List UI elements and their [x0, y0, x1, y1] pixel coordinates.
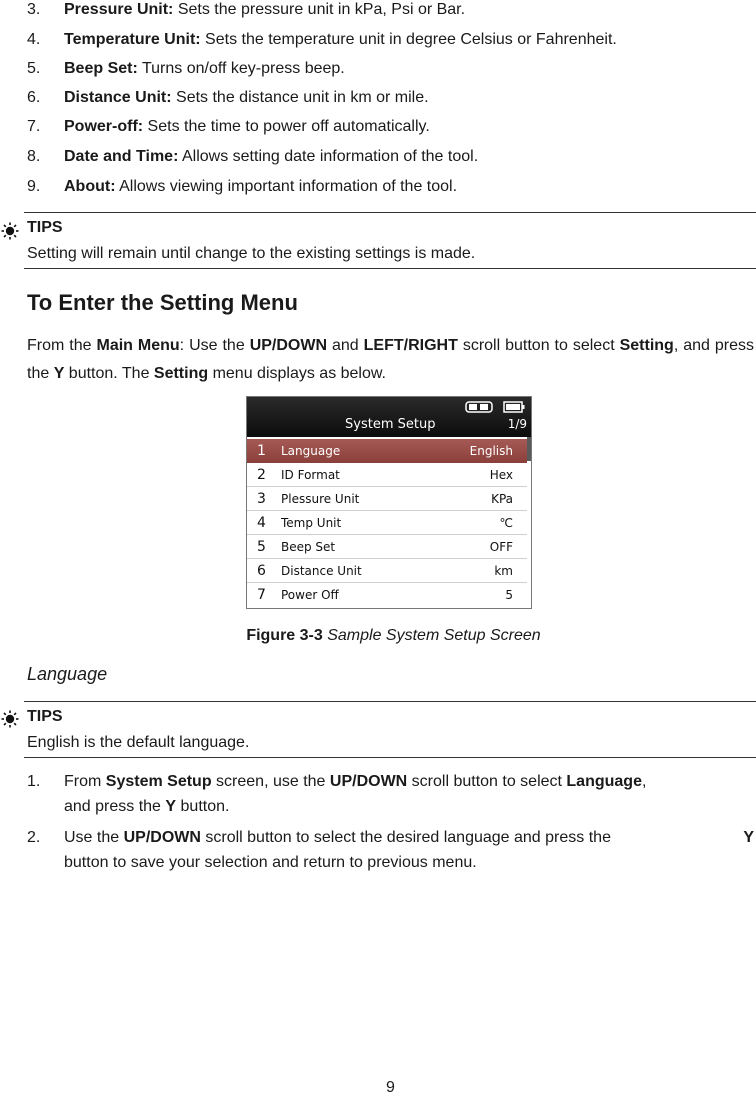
intro-paragraph: From the Main Menu: Use the UP/DOWN and LEFT/RIGHT scroll button to select Setting, and press the Y button. The Setting menu displays as below.: [27, 337, 755, 382]
row-number: 2: [257, 467, 266, 483]
system-setup-screen: [246, 396, 532, 609]
step-text: From System Setup screen, use the UP/DOWN scroll button to select Language,: [64, 773, 647, 790]
lightbulb-icon: [1, 710, 19, 728]
row-label: Power Off: [281, 588, 339, 602]
row-label: Distance Unit: [281, 564, 362, 578]
setup-row-id-format[interactable]: [247, 463, 527, 487]
lightbulb-icon: [1, 222, 19, 240]
step-number: 1.: [27, 773, 41, 790]
list-desc: Sets the pressure unit in kPa, Psi or Bar.: [173, 1, 466, 18]
tips-heading: TIPS: [27, 219, 63, 236]
tips-heading: TIPS: [27, 708, 63, 725]
caption-label: Figure 3-3: [246, 627, 323, 644]
row-number: 7: [257, 587, 266, 603]
list-item: [64, 177, 457, 197]
figure-caption: [0, 627, 756, 645]
tips-box: [24, 701, 756, 758]
row-value: Hex: [489, 468, 513, 482]
list-term: Distance Unit:: [64, 89, 172, 106]
step-number: 2.: [27, 829, 41, 846]
list-desc: Sets the temperature unit in degree Celsius or Fahrenheit.: [200, 31, 617, 48]
row-value: English: [469, 444, 513, 458]
battery-icon: [503, 401, 525, 413]
screen-title: System Setup: [345, 417, 436, 432]
setup-row-pressure-unit[interactable]: [247, 487, 527, 511]
row-value: KPa: [491, 492, 513, 506]
list-item: [64, 88, 429, 108]
list-number: 3.: [27, 1, 41, 18]
list-item: [64, 59, 345, 79]
tips-body: English is the default language.: [27, 734, 250, 751]
setup-row-power-off[interactable]: [247, 583, 527, 607]
page-number: 9: [386, 1079, 395, 1096]
list-item: [64, 147, 478, 167]
screen-header: [247, 397, 531, 437]
row-number: 4: [257, 515, 266, 531]
row-value: km: [494, 564, 513, 578]
list-item: [64, 30, 617, 50]
row-value: OFF: [489, 540, 513, 554]
list-term: Beep Set:: [64, 60, 138, 77]
row-number: 3: [257, 491, 266, 507]
list-term: Temperature Unit:: [64, 31, 201, 48]
list-number: 4.: [27, 31, 41, 48]
row-label: Beep Set: [281, 540, 336, 554]
list-desc: Sets the distance unit in km or mile.: [171, 89, 429, 106]
setup-row-distance-unit[interactable]: [247, 559, 527, 583]
row-value: ℃: [499, 516, 513, 530]
list-desc: Sets the time to power off automatically.: [143, 118, 430, 135]
row-number: 1: [257, 443, 266, 459]
list-number: 5.: [27, 60, 41, 77]
tips-body: Setting will remain until change to the existing settings is made.: [27, 245, 476, 262]
list-desc: Turns on/off key-press beep.: [137, 60, 345, 77]
step-text-continued: and press the Y button.: [64, 798, 230, 815]
row-label: Language: [281, 444, 341, 458]
list-term: Power-off:: [64, 118, 144, 135]
list-number: 6.: [27, 89, 41, 106]
list-term: Date and Time:: [64, 148, 179, 165]
tips-box: [24, 212, 756, 269]
vehicle-icon: [465, 401, 495, 413]
row-label: Temp Unit: [281, 516, 342, 530]
subsection-title: Language: [27, 664, 108, 684]
screen-scrollbar[interactable]: [527, 437, 531, 461]
list-item: [64, 117, 430, 137]
caption-text: Sample System Setup Screen: [322, 627, 541, 644]
step-text: Use the UP/DOWN scroll button to select the desired language and press the Y: [64, 829, 754, 846]
screen-page-indicator: 1/9: [507, 417, 527, 431]
list-item: [64, 0, 465, 20]
list-desc: Allows setting date information of the tool.: [178, 148, 479, 165]
list-number: 8.: [27, 148, 41, 165]
row-number: 6: [257, 563, 266, 579]
list-term: About:: [64, 178, 116, 195]
row-label: ID Format: [281, 468, 340, 482]
setup-row-language[interactable]: [247, 439, 527, 463]
list-term: Pressure Unit:: [64, 1, 174, 18]
row-number: 5: [257, 539, 266, 555]
list-number: 7.: [27, 118, 41, 135]
row-label: Plessure Unit: [281, 492, 360, 506]
list-desc: Allows viewing important information of the tool.: [115, 178, 458, 195]
list-number: 9.: [27, 178, 41, 195]
setup-row-temp-unit[interactable]: [247, 511, 527, 535]
section-heading: To Enter the Setting Menu: [27, 290, 298, 315]
step-text-continued: button to save your selection and return to previous menu.: [64, 854, 477, 871]
setup-row-beep-set[interactable]: [247, 535, 527, 559]
row-value: 5: [505, 588, 513, 602]
